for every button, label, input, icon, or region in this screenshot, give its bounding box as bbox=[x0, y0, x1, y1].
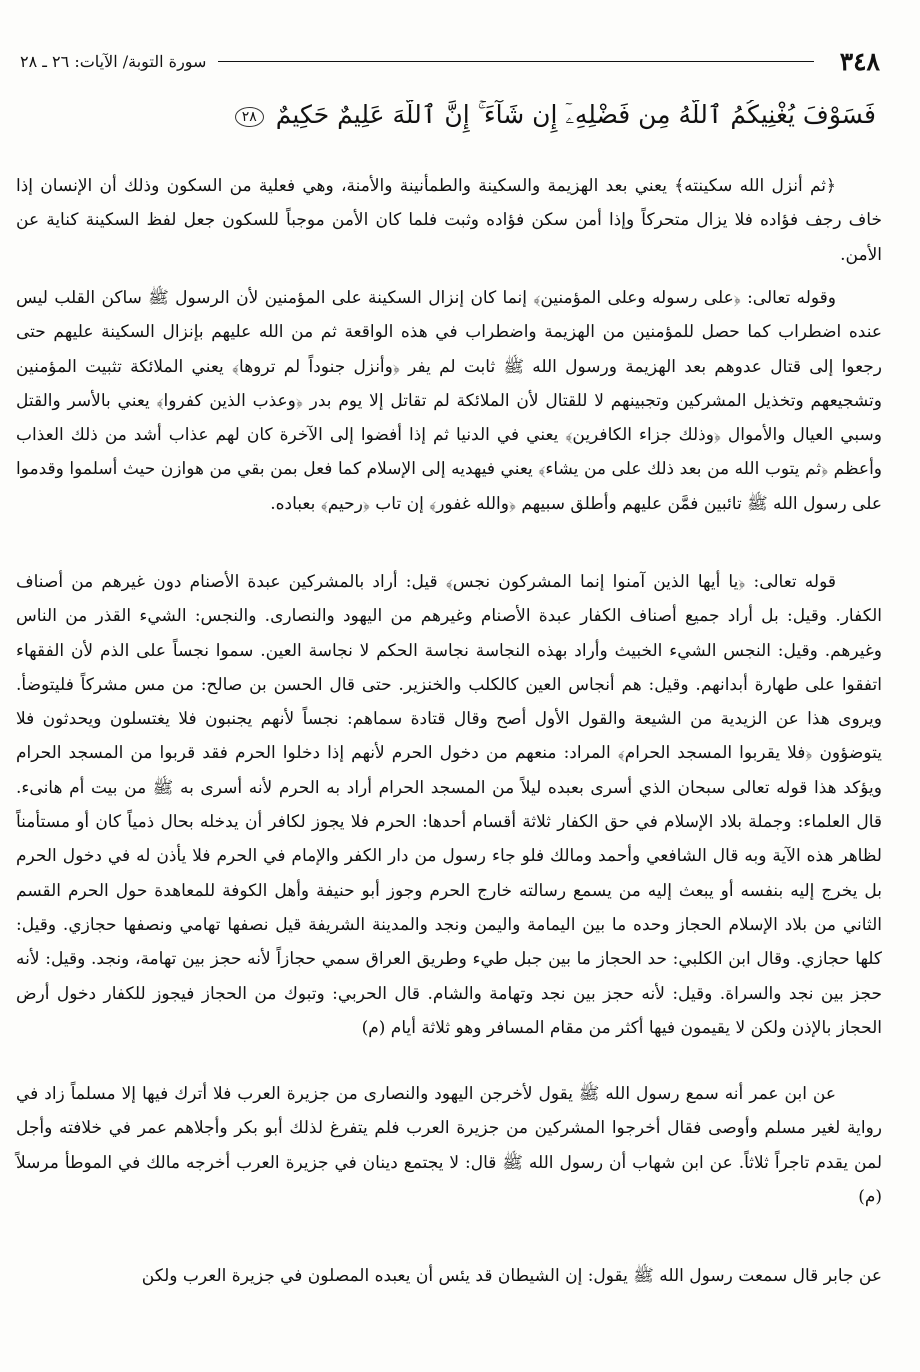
verse-number: ٢٨ bbox=[235, 107, 264, 127]
verse-text: فَسَوْفَ يُغْنِيكُمُ ٱللَّهُ مِن فَضْلِهِۦٓ إِن شَآءَ ۚ إِنَّ ٱللَّهَ عَلِيمٌ حَكِيمٌ bbox=[275, 100, 876, 129]
page-header bbox=[20, 44, 880, 78]
paragraph-sakina: ﴿ثم أنزل الله سكينته﴾ يعني بعد الهزيمة والسكينة والطمأنينة والأمنة، وهي فعلية من السكون وذلك أن الإنسان إذا خاف رجف فؤاده فلا يزال متحركاً وإذا أمن سكن فؤاده وثبت فلما كان الأمن موجباً للسكون جعل لفظ السكينة كناية عن الأمن. bbox=[16, 176, 882, 265]
paragraph-mushrikun-najas: قوله تعالى: ﴿يا أيها الذين آمنوا إنما المشركون نجس﴾ قيل: أراد بالمشركين عبدة الأصنام دون غيرهم من أصناف الكفار. وقيل: بل أراد جميع أصناف الكفار عبدة الأصنام وغيرهم من اليهود والنصارى. والنجس: الشيء القذر من الناس وغيرهم. وقيل: النجس الشيء الخبيث وأراد بهذه النجاسة نجاسة الحكم لا نجاسة العين. سموا نجساً على الذم لأن الفقهاء اتفقوا على طهارة أبدانهم. وقيل: هم أنجاس العين كالكلب والخنزير. حتى قال الحسن بن صالح: من مس مشركاً فليتوضأ. ويروى هذا عن الزيدية من الشيعة والقول الأول أصح وقال قتادة سماهم: نجساً لأنهم يجنبون فلا يغتسلون ويحدثون فلا يتوضؤون ﴿فلا يقربوا المسجد الحرام﴾ المراد: منعهم من دخول الحرم لأنهم إذا دخلوا الحرم فقد قربوا من المسجد الحرام ويؤكد هذا قوله تعالى سبحان الذي أسرى بعبده ليلاً من المسجد الحرام أراد به الحرم لأنه أسرى به ﷺ من بيت أم هانىء. قال العلماء: وجملة بلاد الإسلام في حق الكفار ثلاثة أقسام أحدها: الحرم فلا يجوز لكافر أن يدخله بحال ذمياً كان أو مستأمناً لظاهر هذه الآية وبه قال الشافعي وأحمد ومالك فلو جاء رسول من دار الكفر والإمام في الحرم فلا يأذن له في دخول الحرم بل يخرج إليه بنفسه أو يبعث إليه من يسمع رسالته خارج الحرم وجوز أبو حنيفة وأهل الكوفة للمعاهدة حول الحرم القسم الثاني من بلاد الإسلام الحجاز وحده ما بين اليمامة واليمن ونجد والمدينة الشريفة قيل نصفها تهامي ونصفها حجازي. وقيل: كلها حجازي. وقال ابن الكلبي: حد الحجاز ما بين جبل طيء وطريق العراق سمي حجازاً لأنه حجز بين تهامة، ونجد. وقيل: لأنه حجز بين نجد والسراة. وقيل: لأنه حجز بين نجد وتهامة والشام. قال الحربي: وتبوك من الحجاز فيجوز للكفار دخول أرض الحجاز بالإذن ولكن لا يقيمون فيها أكثر من مقام المسافر وهو ثلاثة أيام (م) bbox=[16, 572, 882, 1038]
paragraph-ibn-umar-hadith: عن ابن عمر أنه سمع رسول الله ﷺ يقول لأخرجن اليهود والنصارى من جزيرة العرب فلا أترك فيها إلا مسلماً زاد في رواية لغير مسلم وأوصى فقال أخرجوا المشركين من جزيرة العرب فلم يتفرغ لذلك أبو بكر وأجلاهم عمر في خلافته وأجل لمن يقدم تاجراً ثلاثاً. عن ابن شهاب أن رسول الله ﷺ قال: لا يجتمع دينان في جزيرة العرب أخرجه مالك في الموطأ مرسلاً (م) bbox=[16, 1084, 882, 1207]
page-number: ٣٤٨ bbox=[839, 46, 880, 76]
running-title: سورة التوبة/ الآيات: ٢٦ ـ ٢٨ bbox=[20, 51, 207, 71]
paragraph-jabir-hadith: عن جابر قال سمعت رسول الله ﷺ يقول: إن الشيطان قد يئس أن يعبده المصلون في جزيرة العرب ولكن bbox=[141, 1266, 882, 1286]
paragraph-believers: وقوله تعالى: ﴿على رسوله وعلى المؤمنين﴾ إنما كان إنزال السكينة على المؤمنين لأن الرسول ﷺ ساكن القلب ليس عنده اضطراب كما حصل للمؤمنين من الهزيمة واضطراب في هذه الواقعة ثم من الله عليهم بإنزال السكينة عليهم حتى رجعوا إلى قتال عدوهم بعد الهزيمة ورسول الله ﷺ ثابت لم يفر ﴿وأنزل جنوداً لم تروها﴾ يعني الملائكة تثبيت المؤمنين وتشجيعهم وتخذيل المشركين وتجبينهم لا للقتال لأن الملائكة لم تقاتل إلا يوم بدر ﴿وعذب الذين كفروا﴾ يعني بالأسر والقتل وسبي العيال والأموال ﴿وذلك جزاء الكافرين﴾ يعني في الدنيا ثم إذا أفضوا إلى الآخرة كان لهم عذاب أشد من ذلك العذاب وأعظم ﴿ثم يتوب الله من بعد ذلك على من يشاء﴾ يعني فيهديه إلى الإسلام كما فعل بمن بقي من هوازن حيث أسلموا وقدموا على رسول الله ﷺ تائبين فمَّن عليهم وأطلق سبيهم ﴿والله غفور﴾ إن تاب ﴿رحيم﴾ بعباده. bbox=[16, 288, 882, 514]
header-rule bbox=[218, 61, 813, 62]
quran-verse bbox=[40, 100, 876, 144]
